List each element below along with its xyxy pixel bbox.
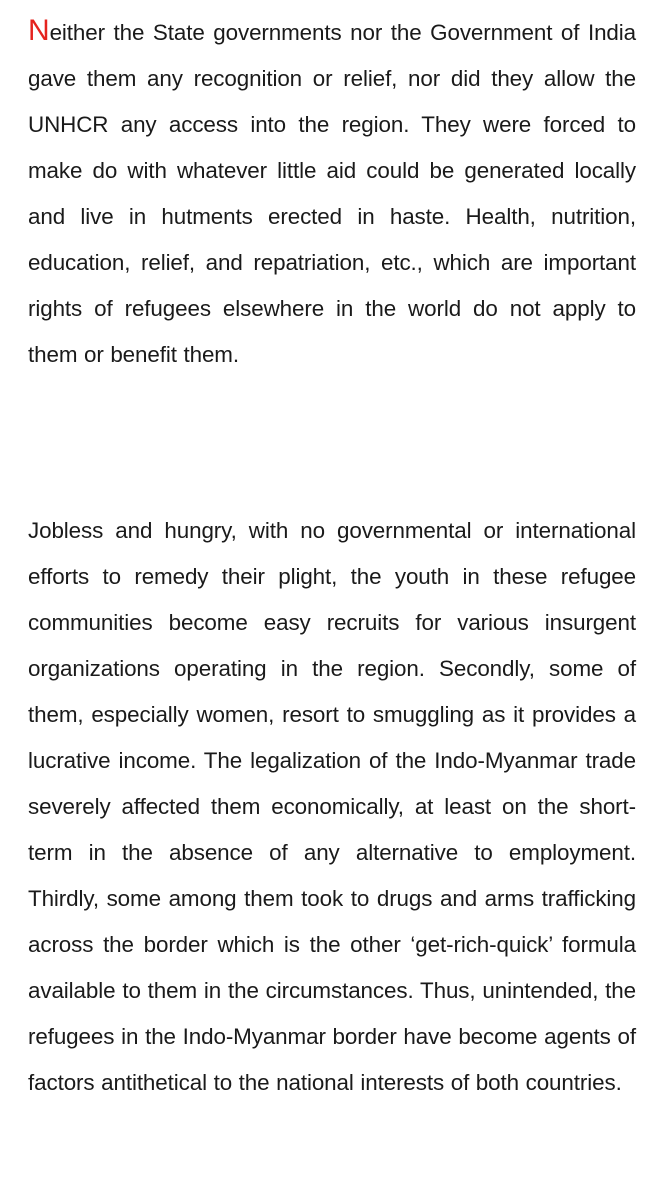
paragraph-1-text: either the State governments nor the Government of India gave them any recognition or relief, nor did they allow the UNHCR any access into the region. They were forced to make do with whatever little aid could be generated locally and live in hutments erected in haste. Health, nutrition, education, relief, and repatriation, etc., which are important rights of refugees elsewhere in the world do not apply to them or benefit them.: [28, 20, 636, 367]
article-paragraph-1: [28, 10, 636, 378]
initial-letter: N: [28, 14, 50, 47]
article-paragraph-2: [28, 508, 636, 1106]
paragraph-2-text: Jobless and hungry, with no governmental or international efforts to remedy their plight, the youth in these refugee communities become easy recruits for various insurgent organizations operating in the region. Secondly, some of them, especially women, resort to smuggling as it provides a lucrative income. The legalization of the Indo-Myanmar trade severely affected them economically, at least on the short-term in the absence of any alternative to employment. Thirdly, some among them took to drugs and arms trafficking across the border which is the other ‘get-rich-quick’ formula available to them in the circumstances. Thus, unintended, the refugees in the Indo-Myanmar border have become agents of factors antithetical to the national interests of both countries.: [28, 518, 636, 1095]
